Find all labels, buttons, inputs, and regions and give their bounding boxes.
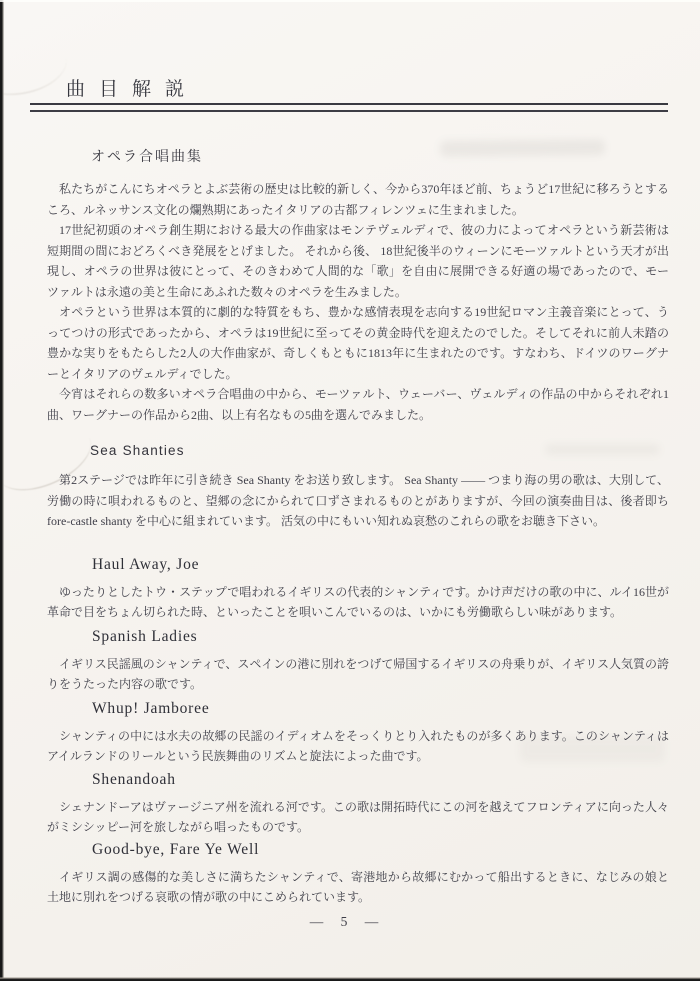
song-description: ゆったりとしたトウ・ステップで唱われるイギリスの代表的シャンティです。かけ声だけの歌の中に、ルイ16世が革命で目をちょん切られた時、といったことを唄いこんでいるのは、いかにも労働歌らしい味があります。 [47, 585, 669, 619]
page-number: — 5 — [309, 914, 379, 929]
scan-edge-bottom [0, 977, 700, 981]
opera-section-heading: オペラ合唱曲集 [91, 148, 203, 164]
song-title: Shenandoah [92, 771, 176, 788]
song-title: Haul Away, Joe [92, 556, 200, 573]
song-title: Spanish Ladies [92, 628, 198, 645]
song-description: シェナンドーアはヴァージニア州を流れる河です。この歌は開拓時代にこの河を越えてフロンティアに向った人々がミシシッピー河を旅しながら唱ったものです。 [47, 800, 669, 834]
opera-paragraphs [47, 179, 669, 425]
sea-shanties-section [47, 443, 669, 532]
song-title: Good-bye, Fare Ye Well [92, 841, 260, 858]
song-description: シャンティの中には水夫の故郷の民謡のイディオムをそっくりとり入れたものが多くあります。このシャンティはアイルランドのリールという民族舞曲のリズムと旋法によった曲です。 [47, 729, 669, 763]
song-description: イギリス調の感傷的な美しさに満ちたシャンティで、寄港地から故郷にむかって船出するときに、なじみの娘と土地に別れをつげる哀歌の情が歌の中にこめられています。 [47, 870, 669, 904]
opera-paragraph: オペラという世界は本質的に劇的な特質をもち、豊かな感情表現を志向する19世紀ロマン主義音楽にとって、うってつけの形式であったから、オペラは19世紀に至ってその黄金時代を迎えたのでした。そしてそれに前人未踏の豊かな実りをもたらした2人の大作曲家が、奇しくもともに1813年に生まれたのです。すなわち、ドイツのワーグナーとイタリアのヴェルディでした。 [47, 305, 669, 381]
opera-paragraph: 17世紀初頭のオペラ創生期における最大の作曲家はモンテヴェルディで、彼の力によってオペラという新芸術は短期間の間におどろくべき発展をとげました。 それから後、 18世紀後半のウィーンにモーツァルトという天才が出現し、オペラの世界は彼にとって、そのきわめて人間的な「歌」を自由に展開できる好適の場であったので、モーツァルトは永遠の美と生命にあふれた数々のオペラを生みました。 [47, 223, 669, 299]
song-section-whup-jamboree [47, 700, 669, 766]
scan-edge-left [0, 0, 4, 981]
scan-edge-top [0, 0, 700, 2]
song-title: Whup! Jamboree [92, 700, 210, 717]
song-section-shenandoah [47, 771, 669, 837]
paper-crease [0, 30, 71, 102]
song-section-spanish-ladies [47, 628, 669, 694]
sea-shanties-heading: Sea Shanties [90, 443, 185, 458]
song-section-goodbye-fare-ye-well [47, 841, 669, 907]
song-section-haul-away-joe [47, 556, 669, 622]
opera-paragraph: 私たちがこんにちオペラとよぶ芸術の歴史は比較的新しく、今から370年ほど前、ちょうど17世紀に移ろうとするころ、ルネッサンス文化の爛熟期にあったイタリアの古都フィレンツェに生まれました。 [47, 182, 669, 217]
song-description: イギリス民謡風のシャンティで、スペインの港に別れをつげて帰国するイギリスの舟乗りが、イギリス人気質の誇りをうたった内容の歌です。 [47, 657, 669, 691]
sea-shanties-intro: 第2ステージでは昨年に引き続き Sea Shanty をお送り致します。 Sea Shanty —— つまり海の男の歌は、大別して、労働の時に唄われるものと、望郷の念にかられて口ずさまれるものとがありますが、今回の演奏曲目は、後者即ち fore-castle shanty を中心に組まれています。 活気の中にもいい知れぬ哀愁のこれらの歌をお聴き下さい。 [47, 473, 669, 528]
opera-paragraph: 今宵はそれらの数多いオペラ合唱曲の中から、モーツァルト、ウェーバー、ヴェルディの作品の中からそれぞれ1曲、ワーグナーの作品から2曲、以上有名なもの5曲を選んでみました。 [47, 387, 669, 422]
page-title: 曲目解説 [66, 79, 199, 100]
opera-section [47, 146, 669, 425]
header-rule [30, 103, 668, 112]
